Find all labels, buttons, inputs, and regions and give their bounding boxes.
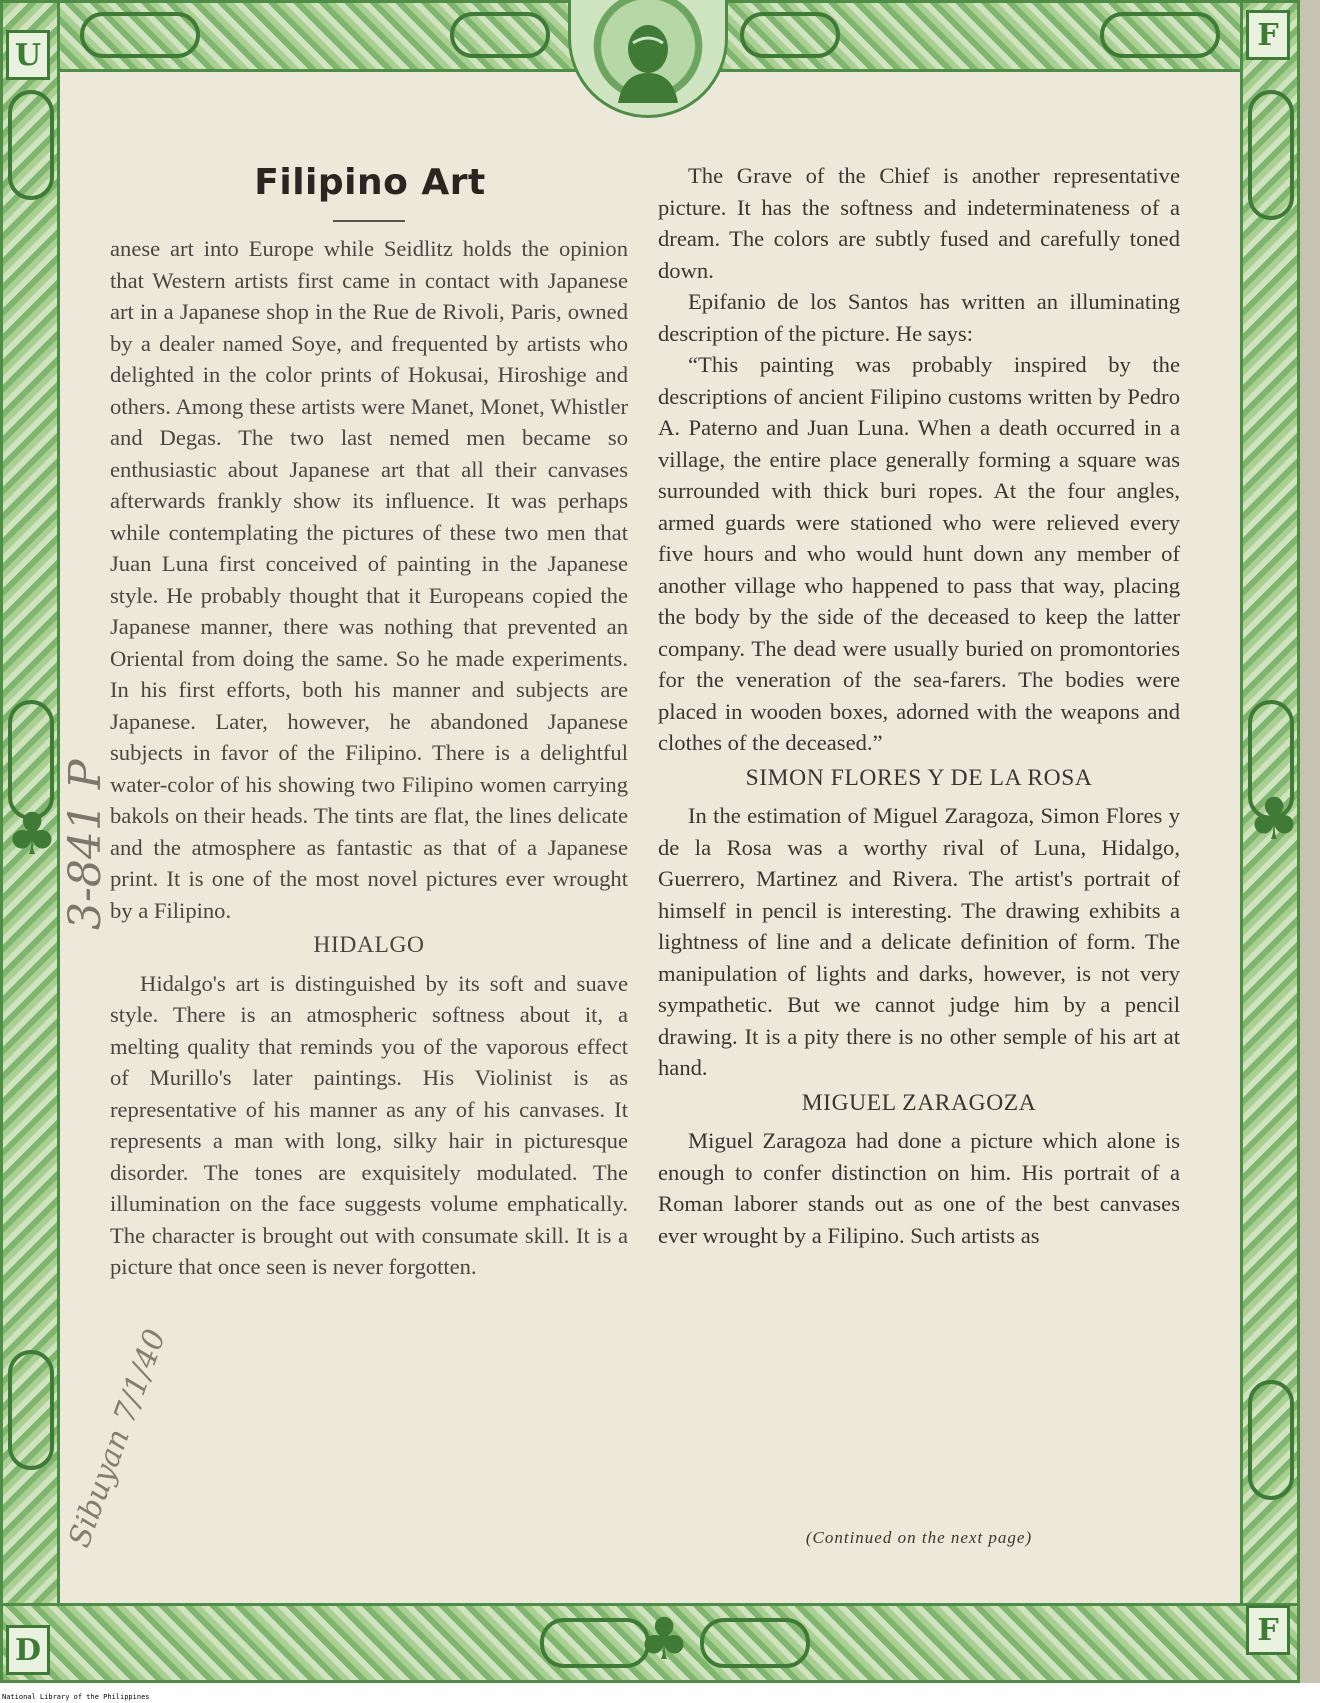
corner-monogram-top-left: U <box>6 30 50 80</box>
celtic-knot-icon <box>1248 1380 1294 1500</box>
scan-footer-strip <box>0 1683 1320 1703</box>
celtic-knot-icon <box>700 1618 810 1668</box>
clover-ornament-icon: ♣ <box>6 800 58 868</box>
scan-footer-text: National Library of the Philippines <box>2 1693 150 1701</box>
left-paragraph-2: Hidalgo's art is distinguished by its soft and suave style. There is an atmospheric softness about it, a melting quality that reminds you of the vaporous effect of Murillo's later paintings. His Violinist is as representative of his manner as any of his canvases. It represents a man with long, silky hair in picturesque disorder. The tones are exquisitely modulated. The illumination on the face suggests volume emphatically. The character is brought out with consumate skill. It is a picture that once seen is never forgotten. <box>110 970 628 1279</box>
right-paragraph-5: Miguel Zaragoza had done a picture which alone is enough to confer distinction on him. His portrait of a Roman laborer stands out as one of the best canvases ever wrought by a Filipino. Such artists as <box>658 1128 1180 1248</box>
right-paragraph-2: Epifanio de los Santos has written an illuminating description of the picture. He says: <box>658 289 1180 346</box>
heading-flores: SIMON FLORES Y DE LA ROSA <box>745 764 1093 791</box>
heading-zaragoza: MIGUEL ZARAGOZA <box>801 1089 1037 1116</box>
clover-ornament-icon: ♣ <box>638 1605 690 1673</box>
right-column <box>658 160 1180 1251</box>
celtic-knot-icon <box>8 90 54 200</box>
celtic-knot-icon <box>1248 90 1294 220</box>
celtic-knot-icon <box>450 12 550 58</box>
handwritten-accession-number: 3-841 P <box>60 759 111 930</box>
celtic-knot-icon <box>1100 12 1220 58</box>
celtic-knot-icon <box>740 12 840 58</box>
article-title: Filipino Art <box>254 162 486 203</box>
heading-hidalgo: HIDALGO <box>313 932 425 958</box>
left-column <box>110 233 628 1283</box>
right-paragraph-4: In the estimation of Miguel Zaragoza, Simon Flores y de la Rosa was a worthy rival of Luna, Hidalgo, Guerrero, Martinez and Rivera. The artist's portrait of himself in pencil is interesting. The drawing exhibits a lightness of line and a delicate definition of form. The manipulation of lights and darks, however, is not very sympathetic. But we cannot judge him by a pencil drawing. It is a pity there is no other semple of his art at hand. <box>658 803 1180 1080</box>
corner-monogram-bottom-right: F <box>1246 1605 1290 1655</box>
corner-monogram-top-right: F <box>1246 10 1290 60</box>
continued-note: (Continued on the next page) <box>805 1528 1033 1547</box>
title-rule <box>333 220 405 222</box>
right-paragraph-1: The Grave of the Chief is another representative picture. It has the softness and indeterminateness of a dream. The colors are subtly fused and carefully toned down. <box>658 163 1180 283</box>
clover-ornament-icon: ♣ <box>1248 785 1300 853</box>
handwritten-note: Sibuyan 7/1/40 <box>62 1324 174 1552</box>
celtic-knot-icon <box>80 12 200 58</box>
corner-monogram-bottom-left: D <box>6 1625 50 1675</box>
left-paragraph-1: anese art into Europe while Seidlitz holds the opinion that Western artists first came in contact with Japanese art in a Japanese shop in the Rue de Rivoli, Paris, owned by a dealer named Soye, and frequented by artists who delighted in the color prints of Hokusai, Hiroshige and others. Among these artists were Manet, Monet, Whistler and Degas. The two last nemed men became so enthusiastic about Japanese art that all their canvases afterwards frankly show its influence. It was perhaps while contemplating the pictures of these two men that Juan Luna first conceived of painting in the Japanese style. He probably thought that it Europeans copied the Japanese manner, there was nothing that prevented an Oriental from doing the same. So he made experiments. In his first efforts, both his manner and subjects are Japanese. Later, however, he abandoned Japanese subjects in favor of the Filipino. There is a delightful water-color of his showing two Filipino women carrying bakols on their heads. The tints are flat, the lines delicate and the atmosphere as fantastic as that of a Japanese print. It is one of the most novel pictures ever wrought by a Filipino. <box>110 236 628 923</box>
right-paragraph-3: “This painting was probably inspired by the descriptions of ancient Filipino customs written by Pedro A. Paterno and Juan Luna. When a death occurred in a village, the entire place generally forming a square was surrounded with thick buri ropes. At the four angles, armed guards were stationed who were relieved every five hours and who would hunt down any member of another village who happened to pass that way, placing the body by the side of the deceased to keep the latter company. The dead were usually buried on promontories for the veneration of the sea-farers. The bodies were placed in wooden boxes, adorned with the weapons and clothes of the deceased.” <box>658 352 1180 755</box>
celtic-knot-icon <box>540 1618 650 1668</box>
portrait-medallion-icon <box>603 13 693 103</box>
celtic-knot-icon <box>8 1350 54 1470</box>
